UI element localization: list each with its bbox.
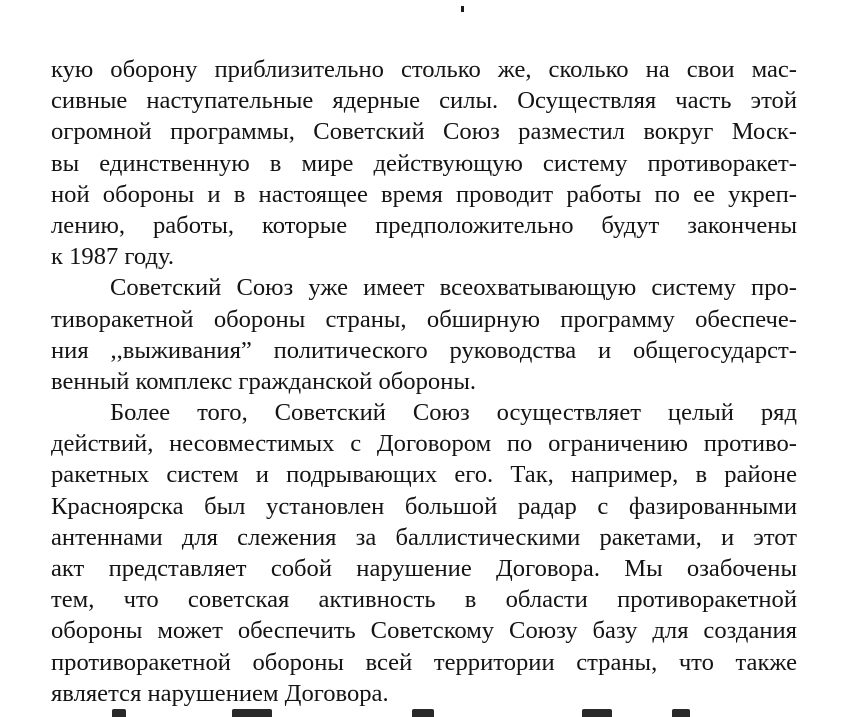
scan-speck [461,6,464,12]
text-line: кую оборону приблизительно столько же, сколько на свои мас- [51,56,797,83]
body-text [51,54,797,709]
text-line: противоракетной обороны всей территории страны, что также [51,648,797,676]
text-line: является нарушением Договора. [51,679,389,707]
text-line: вы единственную в мире действующую систему противоракет- [51,149,797,177]
text-line: антеннами для слежения за баллистическими ракетами, и этот [51,523,797,551]
text-line: ной обороны и в настоящее время проводит работы по ее укреп- [51,180,797,208]
text-line: действий, несовместимых с Договором по ограничению противо- [51,430,797,458]
text-line: лению, работы, которые предположительно будут закончены [51,211,797,239]
paragraph-first-line: Более того, Советский Союз осуществляет целый ряд [110,399,797,427]
text-line: тиворакетной обороны страны, обширную программу обеспече- [51,305,797,333]
text-line: ния ,,выживания” политического руководства и общегосударст- [51,336,797,364]
cut-off-next-line [112,709,702,717]
text-line: Красноярска был установлен большой радар с фазированными [51,492,797,520]
text-line: сивные наступательные ядерные силы. Осуществляя часть этой [51,87,797,115]
text-line: венный комплекс гражданской обороны. [51,367,477,395]
paragraph-first-line: Советский Союз уже имеет всеохватывающую систему про- [110,274,797,302]
text-line: огромной программы, Советский Союз разместил вокруг Моск- [51,118,797,146]
text-line: к 1987 году. [51,243,174,271]
text-line: акт представляет собой нарушение Договора. Мы озабочены [51,555,797,582]
text-line: обороны может обеспечить Советскому Союзу базу для создания [51,617,797,645]
text-line: тем, что советская активность в области противоракетной [51,586,797,614]
text-line: ракетных систем и подрывающих его. Так, например, в районе [51,461,797,489]
